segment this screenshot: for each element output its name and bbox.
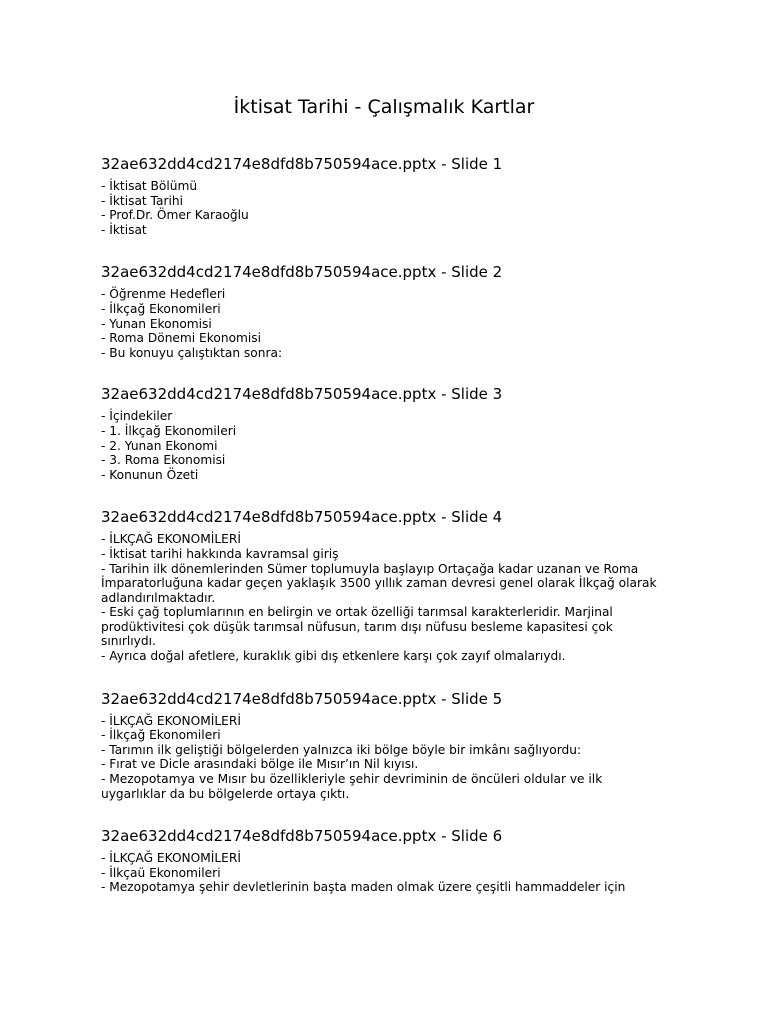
slide-line: - Tarımın ilk geliştiği bölgelerden yalnızca iki bölge böyle bir imkânı sağlıyordu: [101,742,582,757]
slide-line: - İlkçaü Ekonomileri [101,865,221,880]
slide-lines [101,179,661,237]
slide-heading: 32ae632dd4cd2174e8dfd8b750594ace.pptx - Slide 4 [101,508,503,527]
slide-line: - Ayrıca doğal afetlere, kuraklık gibi dış etkenlere karşı çok zayıf olmalarıydı. [101,649,566,664]
slide-line: - Yunan Ekonomisi [101,316,212,331]
slide-line: - İktisat Tarihi [101,193,183,208]
slide-heading: 32ae632dd4cd2174e8dfd8b750594ace.pptx - Slide 5 [101,689,503,708]
slide-line: - Roma Dönemi Ekonomisi [101,331,262,346]
slide-line: - Konunun Özeti [101,467,199,482]
slide-heading: 32ae632dd4cd2174e8dfd8b750594ace.pptx - Slide 2 [101,263,503,282]
slide-line: - 1. İlkçağ Ekonomileri [101,423,237,438]
slide-line: - Mezopotamya ve Mısır bu özellikleriyle şehir devriminin de öncüleri oldular ve ilk uygarlıklar da bu bölgelerde ortaya çıktı. [101,772,603,801]
slide-line: - Tarihin ilk dönemlerinden Sümer toplumuyla başlayıp Ortaçağa kadar uzanan ve Roma İmparatorluğuna kadar geçen yaklaşık 3500 yıllık zaman devresi genel olarak İlkçağ olarak adlandırılmaktadır. [101,561,657,605]
section-spacer [101,664,661,690]
section-spacer [101,237,661,263]
slide-section-6 [101,827,661,895]
slide-line: - İçindekiler [101,409,173,424]
section-spacer [101,801,661,827]
section-spacer [101,360,661,385]
slide-line: - İlkçağ Ekonomileri [101,728,221,743]
slide-line: - İktisat Bölümü [101,179,198,193]
slide-lines [101,714,661,802]
slide-section-3 [101,385,661,482]
section-spacer [101,482,661,508]
slide-lines [101,532,661,663]
slide-line: - Bu konuyu çalıştıktan sonra: [101,345,283,360]
slide-heading: 32ae632dd4cd2174e8dfd8b750594ace.pptx - Slide 1 [101,155,503,173]
slide-line: - 2. Yunan Ekonomi [101,438,218,453]
slide-line: - İLKÇAĞ EKONOMİLERİ [101,532,241,547]
slide-line: - İktisat [101,222,147,237]
document-body [101,155,661,895]
slide-section-2 [101,263,661,360]
slide-line: - İlkçağ Ekonomileri [101,301,221,316]
slide-line: - Öğrenme Hedefleri [101,287,226,302]
slide-line: - Fırat ve Dicle arasındaki bölge ile Mısır’ın Nil kıyısı. [101,757,419,772]
slide-section-4 [101,508,661,663]
slide-line: - İLKÇAĞ EKONOMİLERİ [101,851,241,866]
slide-line: - Prof.Dr. Ömer Karaoğlu [101,208,249,223]
document-title: İktisat Tarihi - Çalışmalık Kartlar [233,96,535,118]
slide-section-1 [101,155,661,237]
slide-lines [101,851,661,895]
slide-lines [101,409,661,482]
slide-lines [101,287,661,360]
slide-line: - İktisat tarihi hakkında kavramsal giriş [101,546,339,561]
slide-line: - Eski çağ toplumlarının en belirgin ve ortak özelliği tarımsal karakterleridir. Marjinal prodüktivitesi çok düşük tarımsal nüfusun, tarım dışı nüfusu besleme kapasitesi çok sınırlıydı. [101,605,613,649]
slide-heading: 32ae632dd4cd2174e8dfd8b750594ace.pptx - Slide 6 [101,827,503,846]
slide-section-5 [101,690,661,802]
slide-line: - İLKÇAĞ EKONOMİLERİ [101,713,241,728]
slide-line: - Mezopotamya şehir devletlerinin başta maden olmak üzere çeşitli hammaddeler için [101,880,626,895]
slide-heading: 32ae632dd4cd2174e8dfd8b750594ace.pptx - Slide 3 [101,385,503,404]
slide-line: - 3. Roma Ekonomisi [101,453,226,468]
